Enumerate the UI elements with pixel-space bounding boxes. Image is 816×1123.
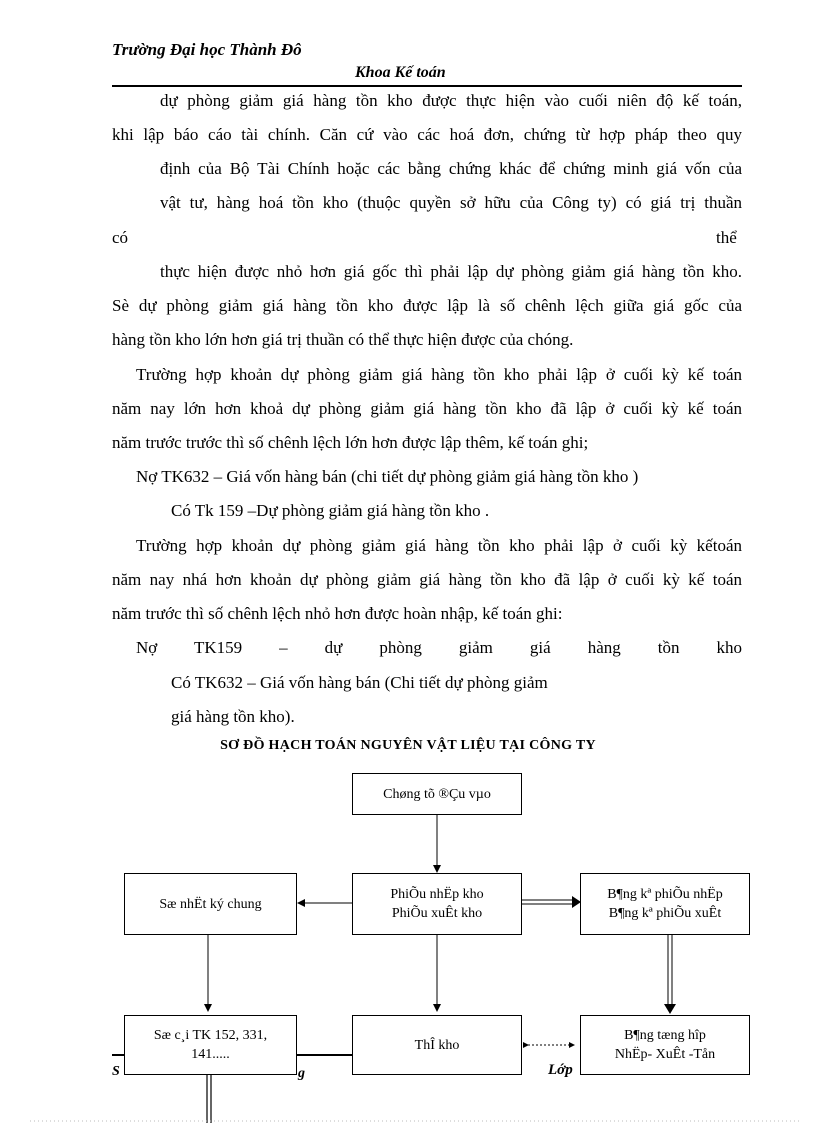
- box-listing-line2: B¶ng kª phiÕu xuÊt: [608, 906, 722, 921]
- box-listing-sheets: [580, 873, 750, 935]
- header-school: Trường Đại học Thành Đô: [112, 40, 302, 59]
- box-stock-card: [352, 1015, 522, 1075]
- box-receipts-line1: PhiÕu nhËp kho: [390, 887, 484, 902]
- box-receipts-issues: [352, 873, 522, 935]
- box-ledger: [124, 1015, 297, 1075]
- body-line: năm trước thì số chênh lệch nhỏ hơn được hoàn nhập, kế toán ghi:: [112, 604, 563, 623]
- box-general-journal: [124, 873, 297, 935]
- body-line: năm nay lớn hơn khoả dự phòng giảm giá hàng tồn kho đã lập ở cuối kỳ kế toán: [112, 399, 742, 418]
- footer-left-tail: g: [298, 1066, 305, 1081]
- body-line: thể: [716, 228, 737, 247]
- body-line: Có Tk 159 –Dự phòng giảm giá hàng tồn kho .: [171, 501, 490, 520]
- box-ledger-line1: Sæ c¸i TK 152, 331,: [153, 1028, 268, 1043]
- body-line: thực hiện được nhỏ hơn giá gốc thì phải lập dự phòng giảm giá hàng tồn kho.: [160, 262, 742, 281]
- arrow-right-down-head: [664, 1004, 676, 1014]
- body-line: định của Bộ Tài Chính hoặc các bằng chứng khác để chứng minh giá vốn của: [160, 159, 742, 178]
- body-line: năm trước trước thì số chênh lệch lớn hơn được lập thêm, kế toán ghi;: [112, 433, 589, 452]
- box-general-journal-label: Sæ nhËt ký chung: [159, 896, 262, 912]
- body-line-spread: Nợ TK159 – dự phòng giảm giá hàng tồn kho: [136, 638, 742, 657]
- box-source-documents-label: Chøng tõ ®Çu vµo: [383, 786, 491, 802]
- box-summary-line1: B¶ng tæng hîp: [624, 1028, 706, 1043]
- box-listing-line1: B¶ng kª phiÕu nhËp: [607, 887, 723, 902]
- diagram-title: SƠ ĐỒ HẠCH TOÁN NGUYÊN VẬT LIỆU TẠI CÔNG TY: [220, 738, 596, 753]
- box-stock-card-label: ThÎ kho: [414, 1037, 460, 1053]
- box-summary-line2: NhËp- XuÊt -Tån: [614, 1047, 716, 1062]
- body-line: dự phòng giảm giá hàng tồn kho được thực hiện vào cuối niên độ kế toán,: [160, 91, 742, 110]
- body-line: Có TK632 – Giá vốn hàng bán (Chi tiết dự phòng giảm: [171, 673, 548, 692]
- header-faculty: Khoa Kế toán: [355, 64, 446, 81]
- body-line: vật tư, hàng hoá tồn kho (thuộc quyền sở hữu của Công ty) có giá trị thuần: [160, 193, 742, 212]
- footer-right-fragment: Lớp: [548, 1062, 573, 1078]
- body-line: năm nay nhá hơn khoản dự phòng giảm giá hàng tồn kho đã lập ở cuối kỳ kế toán: [112, 570, 742, 589]
- body-line: khi lập báo cáo tài chính. Căn cứ vào các hoá đơn, chứng từ hợp pháp theo quy: [112, 125, 742, 144]
- body-line: Sè dự phòng giảm giá hàng tồn kho được lập là số chênh lệch giữa giá gốc của: [112, 296, 742, 315]
- body-line: giá hàng tồn kho).: [171, 707, 295, 726]
- body-line: Trường hợp khoản dự phòng giảm giá hàng tồn kho phải lập ở cuối kỳ kếtoán: [136, 536, 742, 555]
- box-receipts-line2: PhiÕu xuÊt kho: [391, 906, 483, 921]
- body-line: Trường hợp khoản dự phòng giảm giá hàng tồn kho phải lập ở cuối kỳ kế toán: [136, 365, 742, 384]
- box-ledger-line2: 141.....: [191, 1047, 230, 1062]
- body-line: hàng tồn kho lớn hơn giá trị thuần có thể thực hiện được của chóng.: [112, 330, 574, 349]
- box-summary-table: [580, 1015, 750, 1075]
- footer-left-fragment: S: [112, 1064, 120, 1079]
- body-line: Nợ TK632 – Giá vốn hàng bán (chi tiết dự phòng giảm giá hàng tồn kho ): [136, 467, 639, 486]
- box-source-documents: [352, 773, 522, 815]
- body-line: có: [112, 228, 129, 247]
